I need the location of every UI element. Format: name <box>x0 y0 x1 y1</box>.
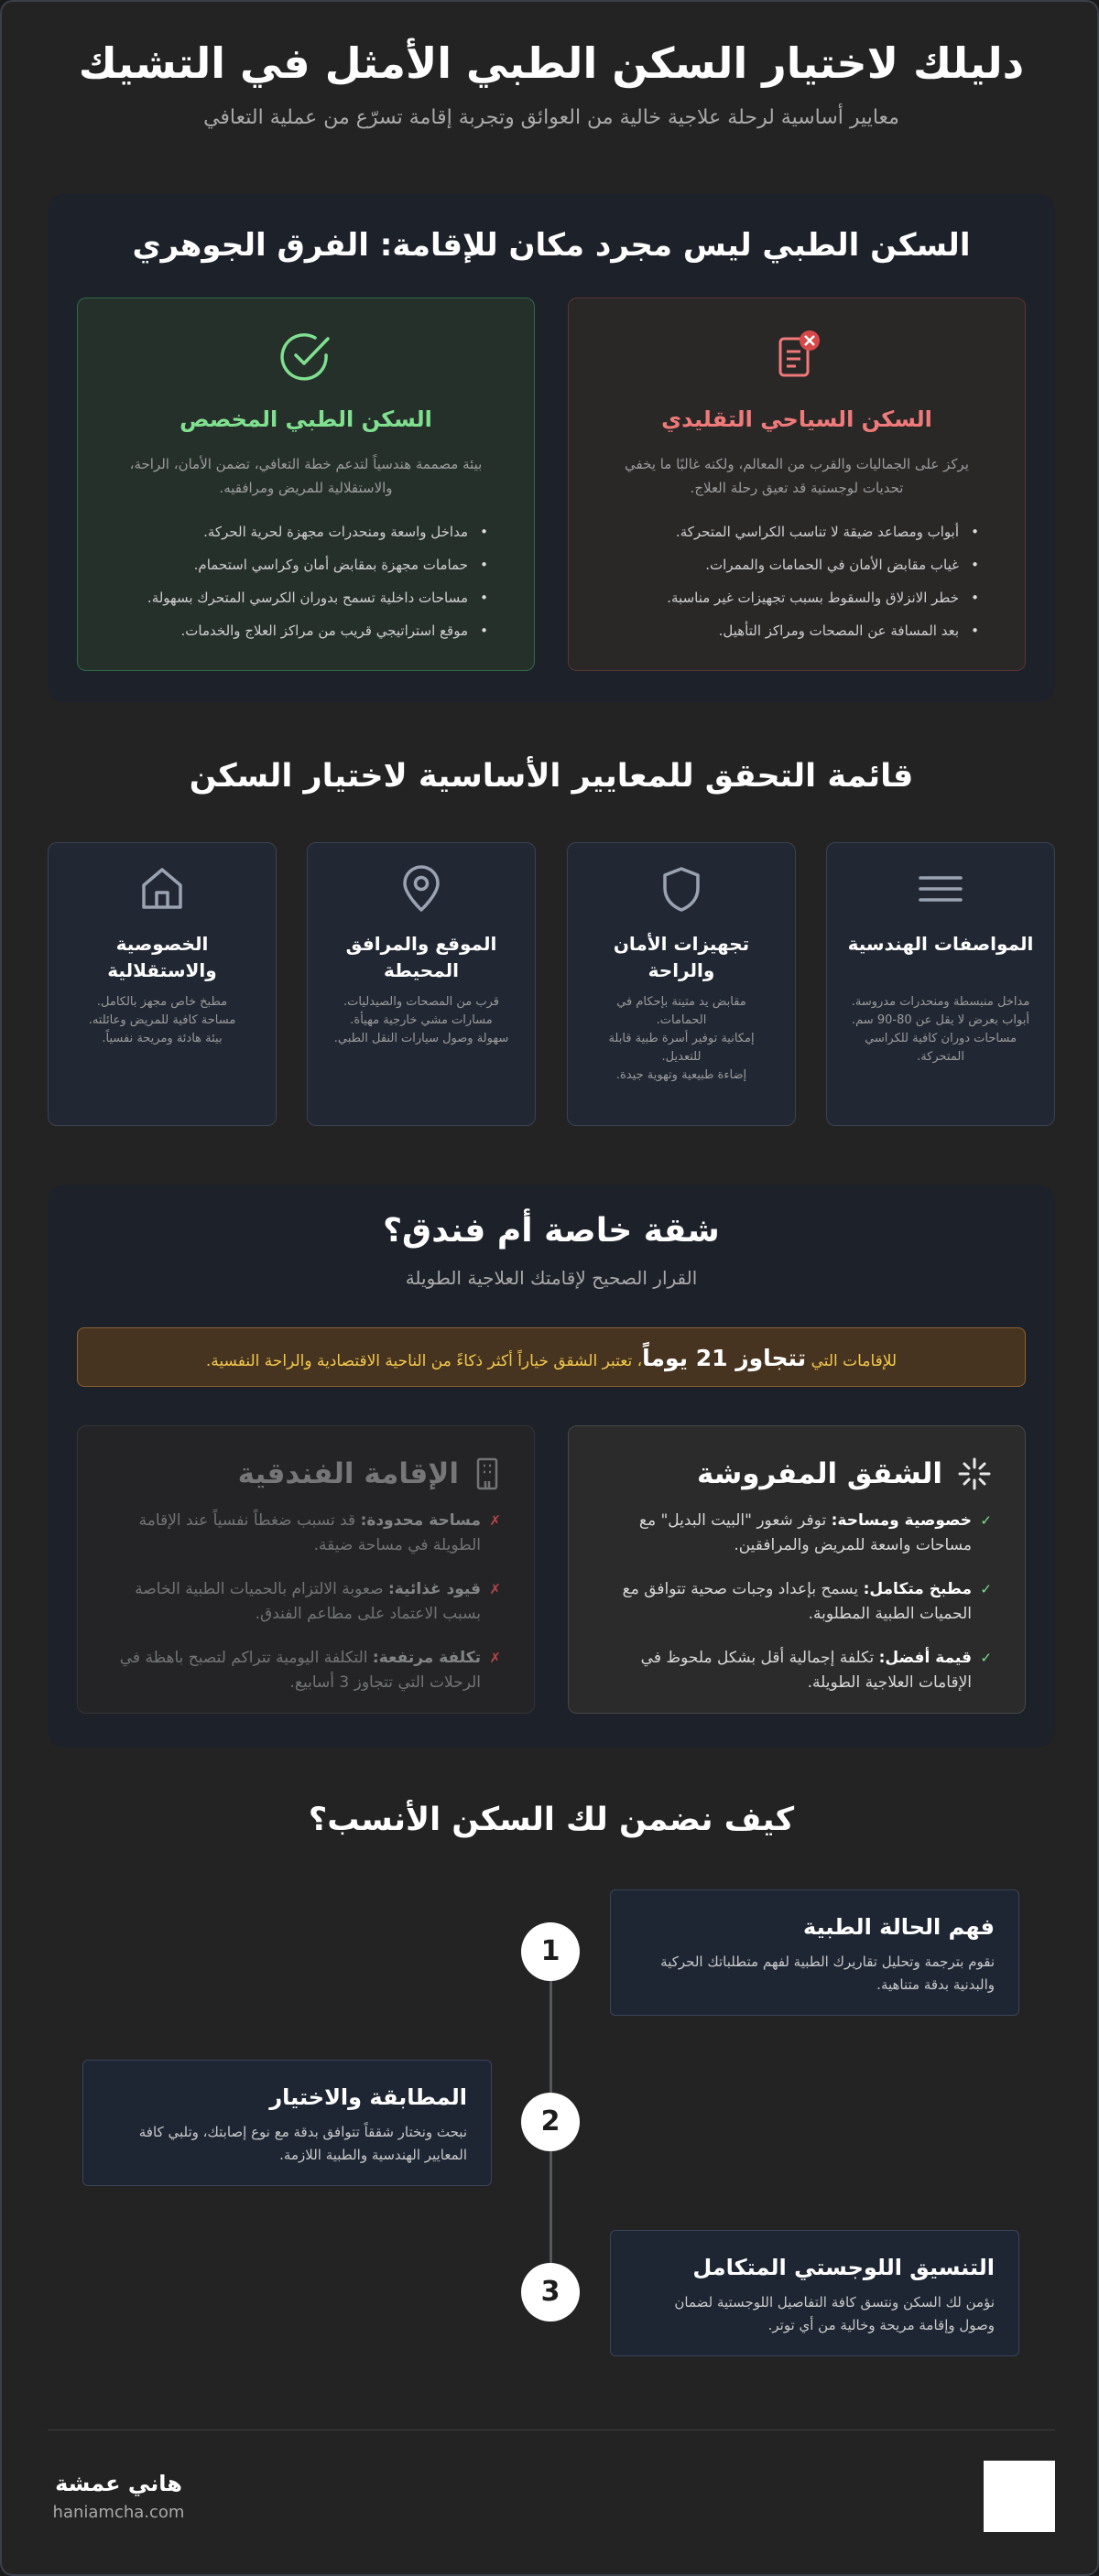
list-item: • غياب مقابض الأمان في الحمامات والممرات. <box>615 556 979 574</box>
check-mark-icon: ✓ <box>980 1650 992 1666</box>
sparkle-icon <box>957 1456 992 1491</box>
list-item: • بعد المسافة عن المصحات ومراكز التأهيل. <box>615 622 979 640</box>
notice-suffix: ، تعتبر الشقق خياراً أكثر ذكاءً من الناحية الاقتصادية والراحة النفسية. <box>205 1352 643 1370</box>
medical-housing-description: بيئة مصممة هندسياً لتدعم خطة التعافي، تضمن الأمان، الراحة، والاستقلالية للمريض ومرافقيه. <box>129 456 483 496</box>
check-circle-icon <box>277 328 335 386</box>
step-title: المطابقة والاختيار <box>269 2084 467 2110</box>
step-number-badge: 1 <box>521 1922 580 1981</box>
checklist-card-engineering <box>826 842 1055 1126</box>
checklist-card-title: المواصفات الهندسية <box>847 933 1034 955</box>
notice-highlight: تتجاوز 21 يوماً <box>642 1345 807 1371</box>
list-item: • مداخل واسعة ومنحدرات مجهزة لحرية الحركة. <box>124 523 488 541</box>
medical-housing-title: السكن الطبي المخصص <box>180 406 432 432</box>
step-card <box>610 2230 1019 2356</box>
hotel-list <box>111 1509 501 1715</box>
menu-lines-icon <box>917 865 964 913</box>
step-description: نقوم بترجمة وتحليل تقاريرك الطبية لفهم متطلباتك الحركية والبدنية بدقة متناهية. <box>660 1954 995 1993</box>
list-item: • أبواب ومصاعد ضيقة لا تناسب الكراسي المتحركة. <box>615 523 979 541</box>
apartments-card <box>568 1425 1026 1714</box>
apartments-header <box>697 1456 992 1492</box>
checklist-card-privacy <box>48 842 277 1126</box>
check-mark-icon: ✓ <box>980 1512 992 1529</box>
step-card <box>82 2060 492 2186</box>
item-text: صعوبة الالتزام بالحميات الطبية الخاصة بسبب الاعتماد على مطاعم الفندق. <box>135 1580 481 1623</box>
document-x-icon <box>767 328 826 386</box>
hotel-title: الإقامة الفندقية <box>237 1457 459 1490</box>
step-title: فهم الحالة الطبية <box>803 1914 995 1940</box>
list-item: • موقع استراتيجي قريب من مراكز العلاج والخدمات. <box>124 622 488 640</box>
long-stay-notice <box>77 1327 1026 1387</box>
shield-icon <box>658 865 705 913</box>
apartments-title: الشقق المفروشة <box>696 1457 942 1490</box>
page-title: دليلك لاختيار السكن الطبي الأمثل في التشيك <box>78 38 1025 88</box>
traditional-housing-title: السكن السياحي التقليدي <box>661 406 932 432</box>
notice-prefix: للإقامات التي <box>811 1352 898 1370</box>
list-item <box>111 1577 501 1627</box>
x-mark-icon: ✗ <box>489 1650 501 1666</box>
hotel-card <box>77 1425 535 1714</box>
step-description: نؤمن لك السكن ونتسق كافة التفاصيل اللوجستية لضمان وصول وإقامة مريحة وخالية من أي توتر. <box>674 2294 995 2333</box>
hotel-header <box>238 1456 501 1492</box>
apartment-vs-hotel-title: شقة خاصة أم فندق؟ <box>383 1212 720 1250</box>
item-label: خصوصية ومساحة: <box>831 1511 972 1530</box>
item-text: التكلفة اليومية تتراكم لتصبح باهظة في الرحلات التي تتجاوز 3 أسابيع. <box>119 1649 481 1692</box>
qr-code-placeholder <box>984 2461 1055 2532</box>
checklist-card-safety <box>567 842 796 1126</box>
item-text: تكلفة إجمالية أقل بشكل ملحوظ في الإقامات العلاجية الطويلة. <box>640 1649 972 1692</box>
medical-housing-card <box>77 298 535 671</box>
list-item <box>602 1509 992 1558</box>
home-icon <box>138 865 186 913</box>
item-text: توفر شعور "البيت البديل" مع مساحات واسعة للمريض والمرافقين. <box>638 1511 972 1554</box>
apartment-vs-hotel-subtitle: القرار الصحيح لإقامتك العلاجية الطويلة <box>405 1267 698 1289</box>
traditional-housing-list <box>615 523 979 655</box>
list-item: • مساحات داخلية تسمح بدوران الكرسي المتحرك بسهولة. <box>124 589 488 607</box>
step-card <box>610 1889 1019 2016</box>
comparison-title: السكن الطبي ليس مجرد مكان للإقامة: الفرق الجوهري <box>132 227 971 264</box>
item-label: قيمة أفضل: <box>878 1649 972 1667</box>
item-label: مساحة محدودة: <box>360 1511 481 1530</box>
list-item <box>111 1509 501 1558</box>
item-text: قد تسبب ضغطاً نفسياً عند الإقامة الطويلة في مساحة ضيقة. <box>138 1511 481 1554</box>
checklist-title: قائمة التحقق للمعايير الأساسية لاختيار السكن <box>189 758 914 795</box>
checklist-card-description: مقابض يد متينة بإحكام في الحمامات. إمكانية توفير أسرة طبية قابلة للتعديل. إضاءة طبيعية وتهوية جيدة. <box>608 995 755 1082</box>
traditional-housing-card <box>568 298 1026 671</box>
building-icon <box>473 1456 501 1491</box>
author-name: هاني عمشة <box>55 2471 182 2496</box>
check-mark-icon: ✓ <box>980 1581 992 1597</box>
list-item: • حمامات مجهزة بمقابض أمان وكراسي استحمام. <box>124 556 488 574</box>
list-item <box>602 1577 992 1627</box>
apartment-vs-hotel-section <box>48 1185 1055 1748</box>
item-label: تكلفة مرتفعة: <box>372 1649 481 1667</box>
checklist-card-description: مداخل منبسطة ومنحدرات مدروسة. أبواب بعرض لا يقل عن 80-90 سم. مساحات دوران كافية للكراسي المتحركة. <box>851 995 1030 1064</box>
author-website[interactable]: haniamcha.com <box>52 2503 185 2522</box>
step-title: التنسيق اللوجستي المتكامل <box>692 2255 995 2280</box>
x-mark-icon: ✗ <box>489 1581 501 1597</box>
checklist-card-title: الخصوصية والاستقلالية <box>107 933 217 981</box>
apartments-list <box>602 1509 992 1715</box>
item-label: قيود غذائية: <box>387 1580 481 1598</box>
traditional-housing-description: يركز على الجماليات والقرب من المعالم، ولكنه غالبًا ما يخفي تحديات لوجستية قد تعيق رحلة العلاج. <box>625 456 969 496</box>
process-title: كيف نضمن لك السكن الأنسب؟ <box>308 1802 795 1838</box>
item-label: مطبخ متكامل: <box>863 1580 972 1598</box>
checklist-card-description: قرب من المصحات والصيدليات. مسارات مشي خارجية مهيأة. سهولة وصول سيارات النقل الطبي. <box>333 995 509 1045</box>
x-mark-icon: ✗ <box>489 1512 501 1529</box>
checklist-card-description: مطبخ خاص مجهز بالكامل. مساحة كافية للمريض وعائلته. بيئة هادئة ومريحة نفسياً. <box>88 995 236 1045</box>
medical-housing-list <box>124 523 488 655</box>
checklist-card-title: الموقع والمرافق المحيطة <box>345 933 497 981</box>
step-number-badge: 2 <box>521 2093 580 2151</box>
step-description: نبحث ونختار شققاً تتوافق بدقة مع نوع إصابتك، وتلبي كافة المعايير الهندسية والطبية اللازمة. <box>138 2124 467 2163</box>
page-subtitle: معايير أساسية لرحلة علاجية خالية من العوائق وتجربة إقامة تسرّع من عملية التعافي <box>203 106 899 129</box>
comparison-section <box>48 194 1055 702</box>
list-item <box>111 1646 501 1695</box>
item-text: يسمح بإعداد وجبات صحية تتوافق مع الحميات الطبية المطلوبة. <box>622 1580 972 1623</box>
list-item: • خطر الانزلاق والسقوط بسبب تجهيزات غير مناسبة. <box>615 589 979 607</box>
checklist-card-location <box>307 842 536 1126</box>
step-number-badge: 3 <box>521 2263 580 2322</box>
map-pin-icon <box>397 865 445 913</box>
checklist-card-title: تجهيزات الأمان والراحة <box>613 933 750 981</box>
list-item <box>602 1646 992 1695</box>
